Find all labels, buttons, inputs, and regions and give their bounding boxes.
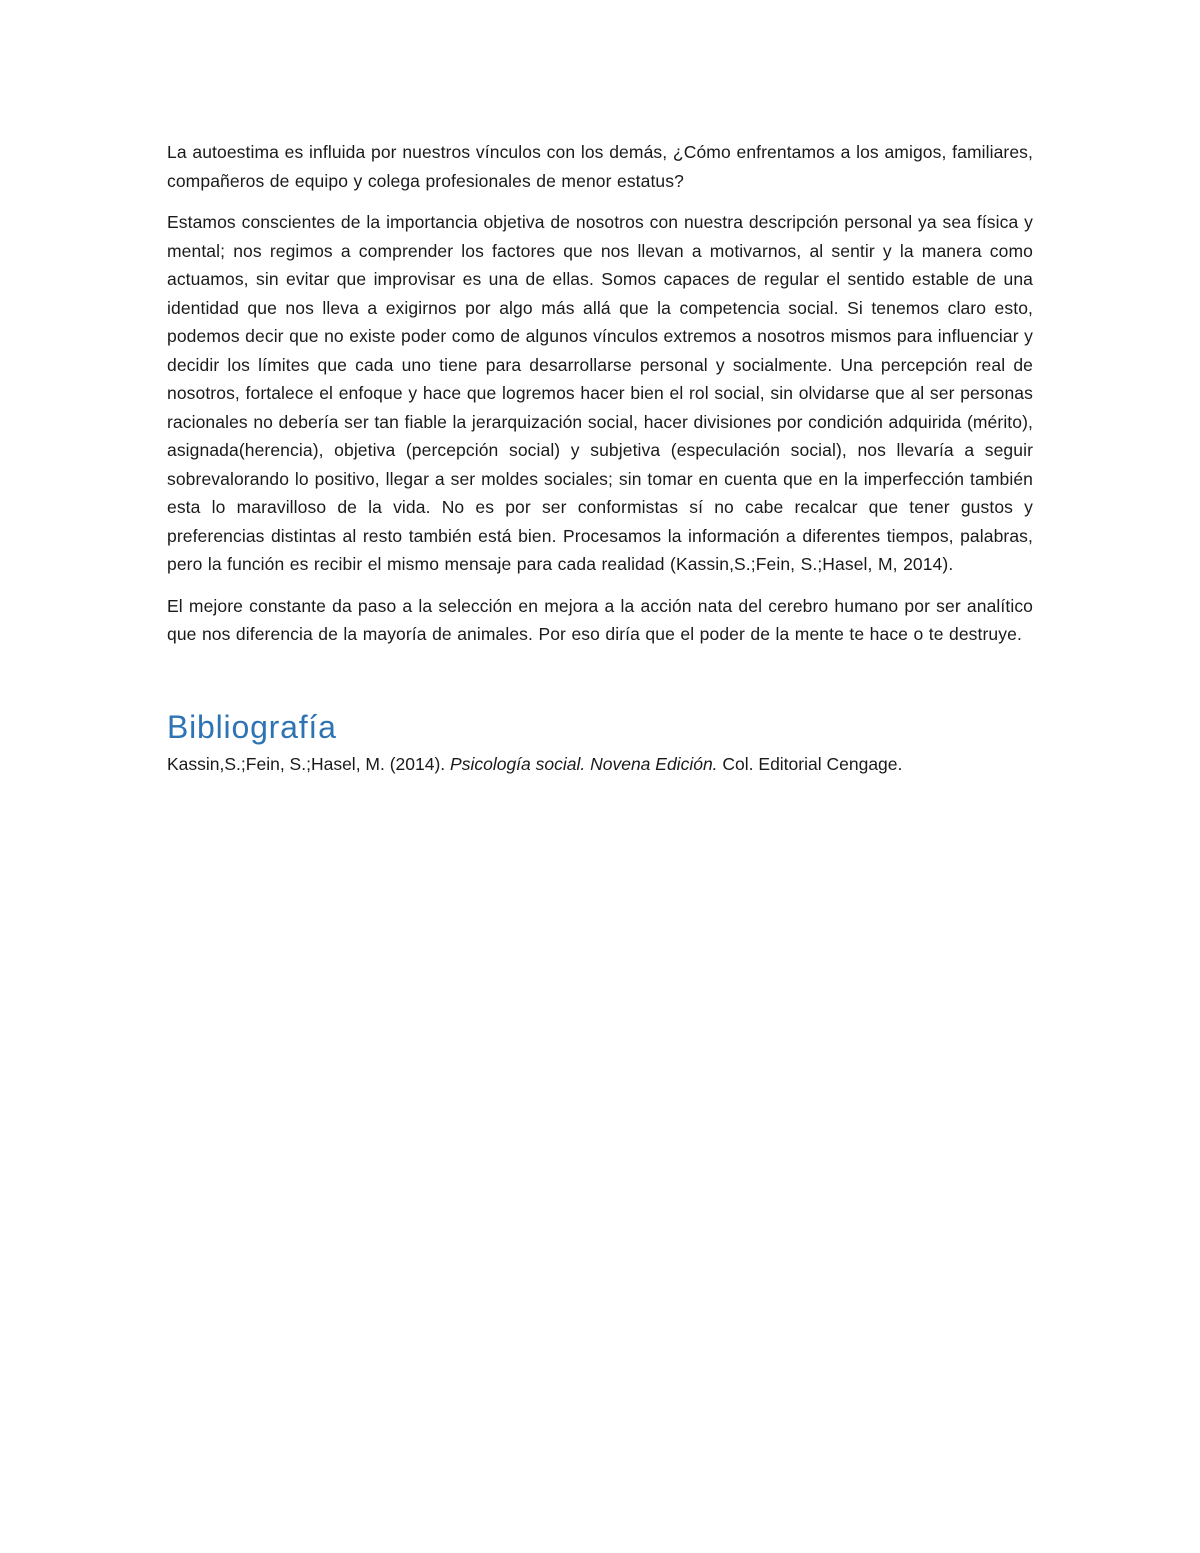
bibliography-publisher: Col. Editorial Cengage. — [717, 753, 903, 774]
paragraph-conclusion: El mejore constante da paso a la selección en mejora a la acción nata del cerebro humano por ser analítico que nos diferencia de la mayoría de animales. Por eso diría que el poder de la mente te hace o te destruye. — [167, 595, 1033, 644]
bibliography-heading: Bibliografía — [167, 708, 337, 745]
paragraph-body: Estamos conscientes de la importancia objetiva de nosotros con nuestra descripción personal ya sea física y mental; nos regimos a comprender los factores que nos llevan a motivarnos, al sentir y la manera como actuamos, sin evitar que improvisar es una de ellas. Somos capaces de regular el sentido estable de una identidad que nos lleva a exigirnos por algo más allá que la competencia social. Si tenemos claro esto, podemos decir que no existe poder como de algunos vínculos extremos a nosotros mismos para influenciar y decidir los límites que cada uno tiene para desarrollarse personal y socialmente. Una percepción real de nosotros, fortalece el enfoque y hace que logremos hacer bien el rol social, sin olvidarse que al ser personas racionales no debería ser tan fiable la jerarquización social, hacer divisiones por condición adquirida (mérito), asignada(herencia), objetiva (percepción social) y subjetiva (especulación social), nos llevaría a seguir sobrevalorando lo positivo, llegar a ser moldes sociales; sin tomar en cuenta que en la imperfección también esta lo maravilloso de la vida. No es por ser conformistas sí no cabe recalcar que tener gustos y preferencias distintas al resto también está bien. Procesamos la información a diferentes tiempos, palabras, pero la función es recibir el mismo mensaje para cada realidad (Kassin,S.;Fein, S.;Hasel, M, 2014). — [167, 212, 1033, 574]
document-page — [167, 138, 1033, 777]
bibliography-title: Psicología social. Novena Edición. — [450, 753, 718, 774]
paragraph-intro: La autoestima es influida por nuestros vínculos con los demás, ¿Cómo enfrentamos a los amigos, familiares, compañeros de equipo y colega profesionales de menor estatus? — [167, 142, 1033, 191]
bibliography-authors: Kassin,S.;Fein, S.;Hasel, M. (2014). — [167, 753, 451, 774]
bibliography-entry — [167, 751, 1033, 777]
